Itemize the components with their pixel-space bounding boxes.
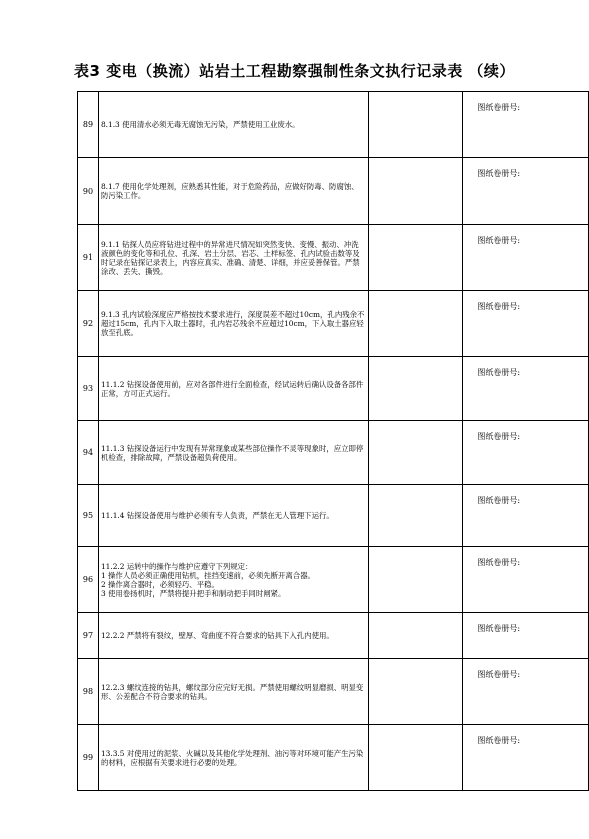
row-number: 95 bbox=[78, 485, 99, 547]
table-row bbox=[78, 485, 589, 547]
clause-text: 8.1.3 使用清水必须无毒无腐蚀无污染，严禁使用工业废水。 bbox=[100, 120, 300, 129]
clause-text: 11.1.4 钻探设备使用与维护必须有专人负责，严禁在无人管理下运行。 bbox=[100, 511, 334, 520]
table-row bbox=[78, 659, 589, 725]
table-title: 表3 变电（换流）站岩土工程勘察强制性条文执行记录表 （续） bbox=[74, 62, 515, 80]
row-number: 93 bbox=[78, 357, 99, 421]
drawing-number-cell bbox=[463, 291, 589, 357]
drawing-number-label: 图纸卷册号: bbox=[477, 368, 521, 377]
clause-text: 11.1.3 钻探设备运行中发现有异常现象或某些部位操作不灵等现象时，应立即停机检查，排除故障，严禁设备超负荷使用。 bbox=[100, 443, 364, 462]
clause-cell bbox=[98, 725, 368, 791]
clause-text: 13.3.5 对使用过的泥浆、火碱以及其他化学处理剂、油污等对环境可能产生污染的材料，应根据有关要求进行必要的处理。 bbox=[100, 748, 364, 767]
clause-cell bbox=[98, 613, 368, 659]
execution-cell bbox=[368, 225, 463, 291]
clause-text: 9.1.3 孔内试验深度应严格按技术要求进行，深度误差不超过10cm，孔内残余不超过15cm，孔内下入取土器时，孔内岩芯残余不应超过10cm，下入取土器应轻放至孔底。 bbox=[100, 310, 365, 337]
table-row bbox=[78, 725, 589, 791]
clause-text: 12.2.2 严禁将有裂纹，壁厚、弯曲度不符合要求的钻具下入孔内使用。 bbox=[100, 631, 334, 640]
row-number: 97 bbox=[78, 613, 99, 659]
row-number: 90 bbox=[78, 158, 99, 225]
clause-text: 8.1.7 使用化学处理剂，应熟悉其性能，对于危险药品，应做好防毒、防腐蚀、防污染工作。 bbox=[100, 182, 359, 200]
table-row bbox=[78, 421, 589, 485]
clause-cell bbox=[98, 158, 368, 225]
execution-cell bbox=[368, 158, 463, 225]
drawing-number-cell bbox=[463, 158, 589, 225]
drawing-number-label: 图纸卷册号: bbox=[477, 670, 521, 679]
row-number: 99 bbox=[78, 725, 99, 791]
execution-cell bbox=[368, 659, 463, 725]
drawing-number-cell bbox=[463, 357, 589, 421]
clause-text: 11.2.2 运转中的操作与维护应遵守下列规定： 1 操作人员必须正确使用钻机，挂挡变速前，必须先断开离合器。 2 操作离合器时，必须轻巧、平稳。 3 使用卷扬机时，严禁将提升把手和制动把手同时闸紧。 bbox=[100, 561, 315, 598]
records-table-body bbox=[78, 92, 589, 791]
execution-cell bbox=[368, 92, 463, 158]
clause-text: 11.1.2 钻探设备使用前，应对各部件进行全面检查，经试运转后确认设备各部件正常，方可正式运行。 bbox=[100, 379, 364, 398]
drawing-number-cell bbox=[463, 92, 589, 158]
drawing-number-label: 图纸卷册号: bbox=[477, 736, 521, 745]
execution-cell bbox=[368, 613, 463, 659]
table-row bbox=[78, 225, 589, 291]
drawing-number-label: 图纸卷册号: bbox=[477, 302, 521, 311]
table-row bbox=[78, 291, 589, 357]
table-row bbox=[78, 613, 589, 659]
row-number: 91 bbox=[78, 225, 99, 291]
drawing-number-cell bbox=[463, 421, 589, 485]
clause-cell bbox=[98, 421, 368, 485]
clause-cell bbox=[98, 92, 368, 158]
records-table bbox=[77, 91, 589, 791]
drawing-number-cell bbox=[463, 485, 589, 547]
drawing-number-label: 图纸卷册号: bbox=[477, 169, 521, 178]
clause-cell bbox=[98, 357, 368, 421]
clause-cell bbox=[98, 547, 368, 613]
clause-text: 9.1.1 钻探人员应将钻进过程中的异常进尺情况如突然变快、变慢、振动、冲洗液颜色的变化等和孔位、孔深、岩土分层、岩芯、土样标签、孔内试验击数等及时记录在钻探记录表上，内容应真实、准确、清楚、详细，并应妥善保管。严禁涂改、丢失、撕毁。 bbox=[100, 239, 360, 276]
table-row bbox=[78, 547, 589, 613]
table-row bbox=[78, 92, 589, 158]
row-number: 94 bbox=[78, 421, 99, 485]
clause-cell bbox=[98, 659, 368, 725]
row-number: 89 bbox=[78, 92, 99, 158]
execution-cell bbox=[368, 547, 463, 613]
execution-cell bbox=[368, 485, 463, 547]
table-row bbox=[78, 158, 589, 225]
drawing-number-label: 图纸卷册号: bbox=[477, 624, 521, 633]
clause-cell bbox=[98, 291, 368, 357]
drawing-number-cell bbox=[463, 547, 589, 613]
table-row bbox=[78, 357, 589, 421]
drawing-number-cell bbox=[463, 659, 589, 725]
drawing-number-label: 图纸卷册号: bbox=[477, 103, 521, 112]
drawing-number-label: 图纸卷册号: bbox=[477, 236, 521, 245]
drawing-number-cell bbox=[463, 613, 589, 659]
drawing-number-label: 图纸卷册号: bbox=[477, 432, 521, 441]
row-number: 98 bbox=[78, 659, 99, 725]
clause-cell bbox=[98, 485, 368, 547]
drawing-number-label: 图纸卷册号: bbox=[477, 558, 521, 567]
execution-cell bbox=[368, 291, 463, 357]
row-number: 92 bbox=[78, 291, 99, 357]
execution-cell bbox=[368, 725, 463, 791]
execution-cell bbox=[368, 421, 463, 485]
clause-cell bbox=[98, 225, 368, 291]
drawing-number-label: 图纸卷册号: bbox=[477, 496, 521, 505]
drawing-number-cell bbox=[463, 725, 589, 791]
execution-cell bbox=[368, 357, 463, 421]
drawing-number-cell bbox=[463, 225, 589, 291]
clause-text: 12.2.3 螺纹连接的钻具，螺纹部分应完好无损。严禁使用螺纹明显磨损、明显变形、公差配合不符合要求的钻具。 bbox=[100, 682, 364, 701]
row-number: 96 bbox=[78, 547, 99, 613]
